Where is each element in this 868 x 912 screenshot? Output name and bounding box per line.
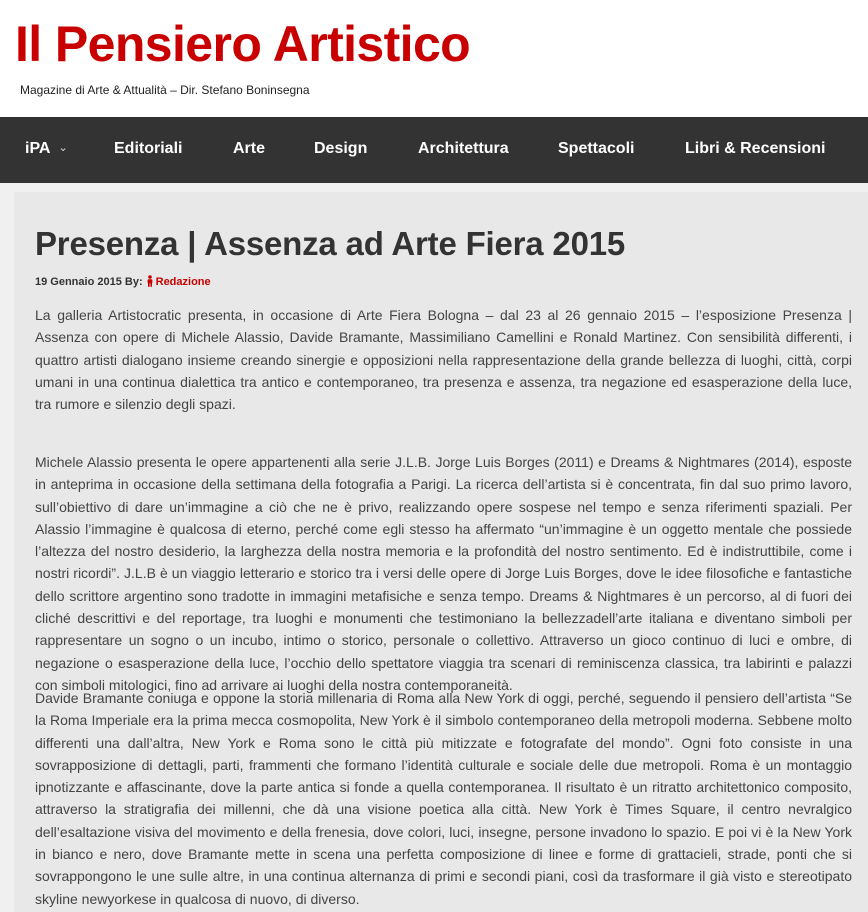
post-author-link[interactable]: Redazione — [155, 276, 211, 288]
nav-item-ipa[interactable] — [25, 117, 68, 183]
article-paragraph: Michele Alassio presenta le opere appartenenti alla serie J.L.B. Jorge Luis Borges (2011) e Dreams & Nightmares (2014), esposte in anteprima in occasione della settimana della fotografia a Parigi. La ricerca dell’artista si è concentrata, fin dal suo primo lavoro, sull’obiettivo di dare un’immagine a ciò che ne è privo, realizzando opere sospese nel tempo e senza riferimenti spaziali. Per Alassio l’immagine è qualcosa di eterno, perché come egli stesso ha affermato “un’immagine è un oggetto mentale che possiede l’altezza del nostro desiderio, la larghezza della nostra memoria e la profondità del nostro sentimento. Ed è indistruttibile, come i nostri ricordi”. J.L.B è un viaggio letterario e storico tra i versi delle opere di Jorge Luis Borges, dove le idee filosofiche e fantastiche dello scrittore argentino sono tradotte in immagini metafisiche e senza tempo. Dreams & Nightmares è un percorso, al di fuori dei cliché descrittivi e del reportage, tra luoghi e monumenti che testimoniano la bellezzadell’arte italiana e diventano simboli per rappresentare un sogno o un incubo, intimo o storico, personale o collettivo. Attraverso un gioco continuo di luci e ombre, di negazione o esasperazione della luce, l’occhio dello spettatore viaggia tra scenari di reminiscenza classica, tra labirinti e palazzi con simboli mitologici, fino ad arrivare ai luoghi della nostra contemporaneità. — [35, 454, 852, 693]
nav-item-label: Editoriali — [114, 140, 183, 157]
site-header — [0, 0, 868, 117]
chevron-down-icon: ⌄ — [58, 142, 68, 154]
nav-item-label: iPA — [25, 140, 51, 157]
nav-item-architettura[interactable] — [418, 117, 509, 183]
nav-item-libri-recensioni[interactable] — [685, 117, 825, 183]
main-nav — [0, 117, 868, 183]
article-paragraph: Davide Bramante coniuga e oppone la storia millenaria di Roma alla New York di oggi, perché, seguendo il pensiero dell’artista “Se la Roma Imperiale era la prima mecca cosmopolita, New York è il simbolo contemporaneo della metropoli moderna. Sebbene molto differenti una dall’altra, New York e Roma sono le città più mitizzate e fotografate del mondo”. Ogni foto consiste in una sovrapposizione di dettagli, parti, frammenti che formano l’identità culturale e sociale delle due metropoli. Roma è un montaggio ipnotizzante e affascinante, dove la parte antica si fonde a quella contemporanea. Il risultato è un ritratto architettonico composito, attraverso la stratigrafia dei millenni, che dà una visione poetica alla città. New York è Times Square, il centro nevralgico dell’esaltazione visiva del movimento e della frenesia, dove colori, luci, insegne, persone invadono lo spazio. E poi vi è la New York in bianco e nero, dove Bramante mette in scena una perfetta composizione di linee e forme di grattacieli, strade, ponti che si sovrappongono le une sulle altre, in una continua alternanza di primi e secondi piani, così da trasformare il già visto e stereotipato skyline newyorkese in qualcosa di nuovo, di diverso. — [35, 690, 852, 907]
site-tagline: Magazine di Arte & Attualità – Dir. Stefano Boninsegna — [20, 83, 310, 97]
nav-item-label: Design — [314, 140, 368, 157]
nav-item-arte[interactable] — [233, 117, 265, 183]
nav-item-spettacoli[interactable] — [558, 117, 634, 183]
nav-item-label: Libri & Recensioni — [685, 140, 826, 157]
nav-item-editoriali[interactable] — [114, 117, 182, 183]
post-by-label: By: — [124, 276, 143, 288]
person-icon — [146, 275, 154, 287]
nav-item-design[interactable] — [314, 117, 367, 183]
post-meta — [35, 274, 211, 290]
nav-item-label: Arte — [233, 140, 266, 157]
article-paragraph: La galleria Artistocratic presenta, in occasione di Arte Fiera Bologna – dal 23 al 26 gennaio 2015 – l’esposizione Presenza | Assenza con opere di Michele Alassio, Davide Bramante, Massimiliano Camellini e Ronald Martinez. Con sensibilità differenti, i quattro artisti dialogano insieme creando sinergie e opposizioni nella rappresentazione della grande bellezza di luoghi, città, corpi umani in una continua dialettica tra antico e contemporaneo, tra presenza e assenza, tra negazione ed esasperazione della luce, tra rumore e silenzio degli spazi. — [35, 307, 852, 413]
nav-item-label: Architettura — [418, 140, 509, 157]
nav-item-label: Spettacoli — [558, 140, 635, 157]
post-title: Presenza | Assenza ad Arte Fiera 2015 — [35, 225, 626, 262]
post-date: 19 Gennaio 2015 — [35, 276, 122, 288]
site-title[interactable]: Il Pensiero Artistico — [15, 16, 471, 72]
